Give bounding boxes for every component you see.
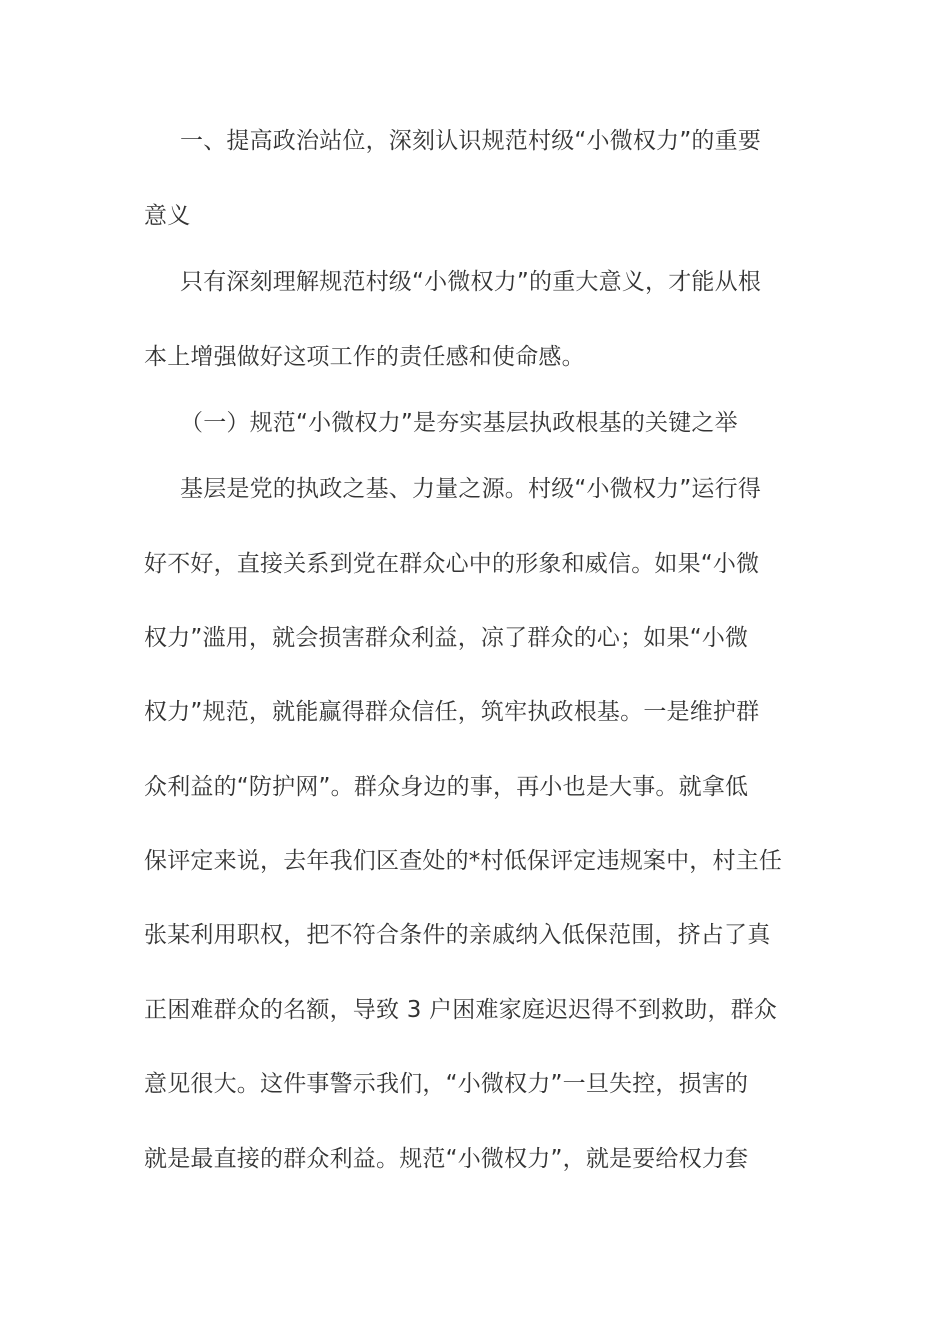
subsection-heading: （一）规范“小微权力”是夯实基层执政根基的关键之举 [180, 410, 738, 436]
paragraph-line: 张某利用职权，把不符合条件的亲戚纳入低保范围，挤占了真 [144, 922, 771, 948]
paragraph-line: 意见很大。这件事警示我们，“小微权力”一旦失控，损害的 [144, 1071, 749, 1097]
paragraph-line: 好不好，直接关系到党在群众心中的形象和威信。如果“小微 [144, 551, 760, 577]
paragraph-line: 保评定来说，去年我们区查处的*村低保评定违规案中，村主任 [144, 848, 783, 874]
paragraph-line: 众利益的“防护网”。群众身边的事，再小也是大事。就拿低 [144, 774, 749, 800]
paragraph-line: 基层是党的执政之基、力量之源。村级“小微权力”运行得 [180, 476, 762, 502]
paragraph-line: 本上增强做好这项工作的责任感和使命感。 [144, 344, 585, 370]
paragraph-line: 权力”滥用，就会损害群众利益，凉了群众的心；如果“小微 [144, 625, 749, 651]
section-heading-line-2: 意义 [144, 203, 191, 229]
paragraph-line: 只有深刻理解规范村级“小微权力”的重大意义，才能从根 [180, 269, 762, 295]
paragraph-line: 正困难群众的名额，导致 3 户困难家庭迟迟得不到救助，群众 [144, 997, 778, 1023]
paragraph-line: 就是最直接的群众利益。规范“小微权力”，就是要给权力套 [144, 1146, 749, 1172]
section-heading-line-1: 一、提高政治站位，深刻认识规范村级“小微权力”的重要 [180, 128, 762, 154]
paragraph-line: 权力”规范，就能赢得群众信任，筑牢执政根基。一是维护群 [144, 699, 760, 725]
